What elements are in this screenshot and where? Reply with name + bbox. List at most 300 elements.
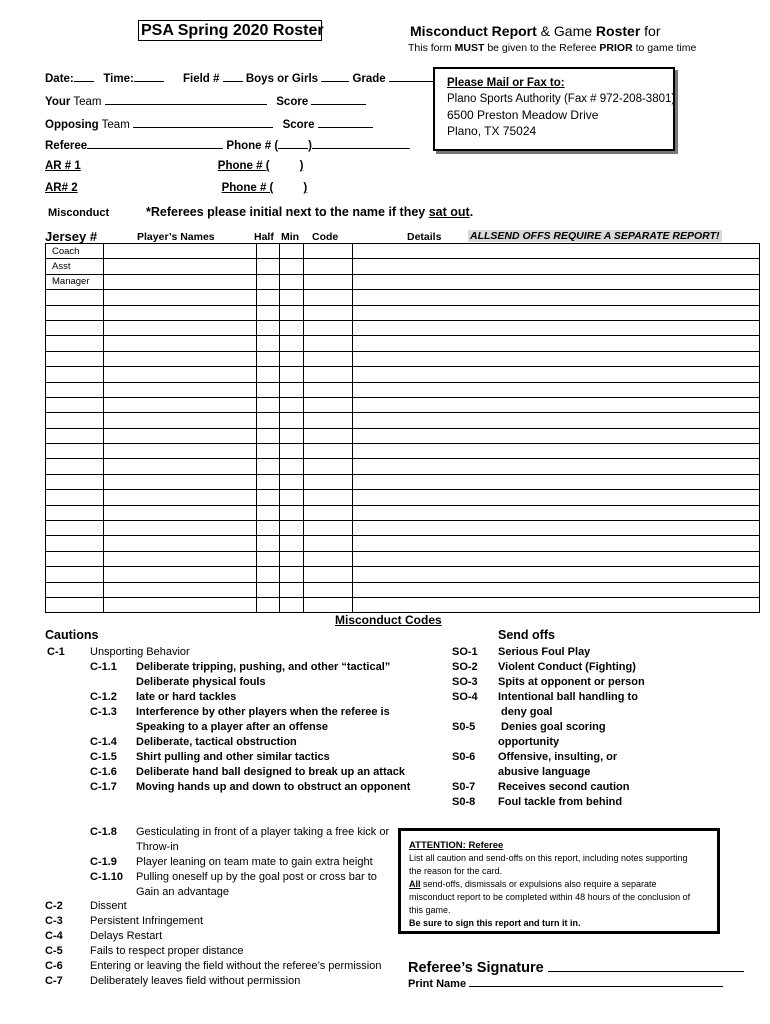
half-cell[interactable] xyxy=(256,367,279,382)
code-description: deny goal xyxy=(498,706,553,718)
name-cell[interactable] xyxy=(103,290,256,305)
name-cell[interactable] xyxy=(103,320,256,335)
code-id: SO-4 xyxy=(452,691,478,703)
min-cell[interactable] xyxy=(279,567,303,582)
code-description: Denies goal scoring xyxy=(498,721,606,733)
code-row xyxy=(90,720,410,735)
min-cell[interactable] xyxy=(279,397,303,412)
cautions-heading: Cautions xyxy=(45,628,99,642)
code-cell[interactable] xyxy=(303,551,352,566)
code-cell[interactable] xyxy=(303,413,352,428)
code-cell[interactable] xyxy=(303,444,352,459)
time-field[interactable] xyxy=(134,71,164,82)
min-cell[interactable] xyxy=(279,382,303,397)
name-cell[interactable] xyxy=(103,521,256,536)
roster-row xyxy=(46,505,760,520)
code-row xyxy=(452,735,645,750)
min-cell[interactable] xyxy=(279,413,303,428)
jersey-cell[interactable] xyxy=(46,567,104,582)
code-cell[interactable] xyxy=(303,474,352,489)
code-row xyxy=(90,855,389,870)
your-team-field[interactable] xyxy=(105,94,267,105)
name-cell[interactable] xyxy=(103,597,256,612)
roster-row xyxy=(46,521,760,536)
code-id: C-6 xyxy=(45,960,63,972)
code-row xyxy=(90,765,410,780)
code-cell[interactable] xyxy=(303,536,352,551)
half-cell[interactable] xyxy=(256,305,279,320)
half-cell[interactable] xyxy=(256,459,279,474)
half-cell[interactable] xyxy=(256,505,279,520)
code-description: Deliberate, tactical obstruction xyxy=(136,736,297,748)
code-cell[interactable] xyxy=(303,367,352,382)
min-cell[interactable] xyxy=(279,505,303,520)
roster-row xyxy=(46,336,760,351)
code-cell[interactable] xyxy=(303,459,352,474)
c1-sublist-b xyxy=(90,825,389,900)
roster-row xyxy=(46,597,760,612)
code-row xyxy=(45,929,381,944)
code-cell[interactable] xyxy=(303,274,352,289)
name-cell[interactable] xyxy=(103,382,256,397)
name-cell[interactable] xyxy=(103,413,256,428)
code-cell[interactable] xyxy=(303,305,352,320)
code-id: C-7 xyxy=(45,975,63,987)
roster-row xyxy=(46,474,760,489)
jersey-cell[interactable] xyxy=(46,582,104,597)
name-cell[interactable] xyxy=(103,551,256,566)
sendoff-list xyxy=(452,645,645,810)
half-cell[interactable] xyxy=(256,382,279,397)
details-cell[interactable] xyxy=(352,382,759,397)
min-cell[interactable] xyxy=(279,428,303,443)
roster-row xyxy=(46,305,760,320)
details-cell[interactable] xyxy=(352,582,759,597)
code-row xyxy=(90,660,410,675)
code-id: C-1.10 xyxy=(90,871,124,883)
signature-field[interactable] xyxy=(548,958,744,972)
roster-row xyxy=(46,274,760,289)
details-cell[interactable] xyxy=(352,367,759,382)
ar1-row: AR # 1 Phone # ( ) xyxy=(45,160,304,172)
code-description: Gain an advantage xyxy=(136,886,229,898)
code-row xyxy=(452,675,645,690)
print-name-field[interactable] xyxy=(469,976,723,987)
jersey-cell[interactable] xyxy=(46,413,104,428)
sendoffs-heading: Send offs xyxy=(498,628,555,642)
roster-row xyxy=(46,582,760,597)
your-score-field[interactable] xyxy=(311,94,366,105)
code-row xyxy=(452,660,645,675)
half-cell[interactable] xyxy=(256,290,279,305)
code-description: abusive language xyxy=(498,766,591,778)
roster-row xyxy=(46,367,760,382)
name-cell[interactable] xyxy=(103,567,256,582)
roster-row xyxy=(46,290,760,305)
code-description: late or hard tackles xyxy=(136,691,237,703)
jersey-cell[interactable] xyxy=(46,551,104,566)
details-cell[interactable] xyxy=(352,551,759,566)
jersey-cell[interactable] xyxy=(46,474,104,489)
details-cell[interactable] xyxy=(352,336,759,351)
code-description: Entering or leaving the field without the referee’s permission xyxy=(90,960,382,972)
details-cell[interactable] xyxy=(352,397,759,412)
attention-line-4: misconduct report to be completed within 48 hours of the conclusion of xyxy=(409,892,691,902)
half-cell[interactable] xyxy=(256,336,279,351)
jersey-cell[interactable] xyxy=(46,320,104,335)
jersey-cell[interactable] xyxy=(46,521,104,536)
opposing-team-field[interactable] xyxy=(133,117,273,128)
boys-girls-field[interactable] xyxy=(321,71,349,82)
code-cell[interactable] xyxy=(303,259,352,274)
min-cell[interactable] xyxy=(279,474,303,489)
col-min: Min xyxy=(281,231,300,243)
code-row xyxy=(452,705,645,720)
half-cell[interactable] xyxy=(256,521,279,536)
attention-heading: ATTENTION: Referee xyxy=(409,840,504,851)
code-row xyxy=(45,944,381,959)
code-id: C-5 xyxy=(45,945,63,957)
col-jersey: Jersey # xyxy=(45,229,98,244)
code-row xyxy=(90,870,389,885)
name-cell[interactable] xyxy=(103,505,256,520)
game-info-row: Date: Time: Field # Boys or Girls Grade xyxy=(45,71,449,85)
details-cell[interactable] xyxy=(352,444,759,459)
mail-line-3: Plano, TX 75024 xyxy=(447,124,537,138)
code-row xyxy=(452,780,645,795)
half-cell[interactable] xyxy=(256,351,279,366)
attention-line-2: the reason for the card. xyxy=(409,866,503,876)
code-row xyxy=(90,780,410,795)
roster-row xyxy=(46,244,760,259)
code-id: C-1.9 xyxy=(90,856,117,868)
code-id: C-1.1 xyxy=(90,661,117,673)
roster-row xyxy=(46,351,760,366)
name-cell[interactable] xyxy=(103,428,256,443)
jersey-cell[interactable]: Asst xyxy=(46,259,104,274)
details-cell[interactable] xyxy=(352,521,759,536)
half-cell[interactable] xyxy=(256,551,279,566)
print-name-row: Print Name xyxy=(408,976,723,990)
code-cell[interactable] xyxy=(303,597,352,612)
name-cell[interactable] xyxy=(103,459,256,474)
name-cell[interactable] xyxy=(103,336,256,351)
half-cell[interactable] xyxy=(256,536,279,551)
half-cell[interactable] xyxy=(256,244,279,259)
code-description: Serious Foul Play xyxy=(498,646,591,658)
code-cell[interactable] xyxy=(303,521,352,536)
details-cell[interactable] xyxy=(352,244,759,259)
code-description: Moving hands up and down to obstruct an opponent xyxy=(136,781,411,793)
roster-row xyxy=(46,459,760,474)
code-row xyxy=(452,690,645,705)
code-row xyxy=(90,750,410,765)
jersey-cell[interactable] xyxy=(46,382,104,397)
name-cell[interactable] xyxy=(103,259,256,274)
code-id: S0-7 xyxy=(452,781,476,793)
half-cell[interactable] xyxy=(256,413,279,428)
code-row xyxy=(45,914,381,929)
roster-row xyxy=(46,382,760,397)
half-cell[interactable] xyxy=(256,274,279,289)
code-row xyxy=(452,795,645,810)
code-id: C-1.6 xyxy=(90,766,117,778)
code-row xyxy=(45,959,381,974)
details-cell[interactable] xyxy=(352,290,759,305)
signature-row: Referee’s Signature xyxy=(408,958,744,976)
code-cell[interactable] xyxy=(303,320,352,335)
name-cell[interactable] xyxy=(103,490,256,505)
code-row xyxy=(452,720,645,735)
jersey-cell[interactable] xyxy=(46,444,104,459)
half-cell[interactable] xyxy=(256,320,279,335)
code-id: C-1.4 xyxy=(90,736,117,748)
details-cell[interactable] xyxy=(352,351,759,366)
code-cell[interactable] xyxy=(303,567,352,582)
roster-row xyxy=(46,490,760,505)
half-cell[interactable] xyxy=(256,474,279,489)
min-cell[interactable] xyxy=(279,521,303,536)
roster-row xyxy=(46,320,760,335)
code-cell[interactable] xyxy=(303,382,352,397)
min-cell[interactable] xyxy=(279,320,303,335)
code-cell[interactable] xyxy=(303,505,352,520)
col-details: Details xyxy=(407,231,442,243)
col-code: Code xyxy=(312,231,339,243)
referee-phone-field[interactable] xyxy=(312,138,410,149)
attention-line-5: this game. xyxy=(409,905,451,915)
code-id: SO-3 xyxy=(452,676,478,688)
code-description: Gesticulating in front of a player taking a free kick or xyxy=(136,826,390,838)
report-subtitle: This form MUST be given to the Referee PRIOR to game time xyxy=(408,42,697,54)
code-description: Player leaning on team mate to gain extra height xyxy=(136,856,373,868)
jersey-cell[interactable] xyxy=(46,536,104,551)
col-names: Player’s Names xyxy=(137,231,215,243)
code-row xyxy=(90,675,410,690)
code-cell[interactable] xyxy=(303,351,352,366)
code-description: Shirt pulling and other similar tactics xyxy=(136,751,330,763)
code-description: Fails to respect proper distance xyxy=(90,945,244,957)
code-id: S0-6 xyxy=(452,751,476,763)
jersey-cell[interactable] xyxy=(46,597,104,612)
min-cell[interactable] xyxy=(279,490,303,505)
name-cell[interactable] xyxy=(103,474,256,489)
jersey-cell[interactable]: Coach xyxy=(46,244,104,259)
ar2-row: AR# 2 Phone # ( ) xyxy=(45,182,308,194)
mail-heading: Please Mail or Fax to: xyxy=(447,77,565,89)
code-row xyxy=(452,645,645,660)
referee-field[interactable] xyxy=(87,138,223,149)
c1-code: C-1 xyxy=(47,646,65,658)
min-cell[interactable] xyxy=(279,444,303,459)
min-cell[interactable] xyxy=(279,305,303,320)
roster-table xyxy=(45,243,760,613)
details-cell[interactable] xyxy=(352,428,759,443)
code-description: Deliberate tripping, pushing, and other “tactical” xyxy=(136,661,391,673)
jersey-cell[interactable] xyxy=(46,459,104,474)
code-cell[interactable] xyxy=(303,397,352,412)
half-cell[interactable] xyxy=(256,428,279,443)
min-cell[interactable] xyxy=(279,551,303,566)
half-cell[interactable] xyxy=(256,490,279,505)
name-cell[interactable] xyxy=(103,444,256,459)
code-id: C-1.8 xyxy=(90,826,117,838)
name-cell[interactable] xyxy=(103,582,256,597)
code-description: Spits at opponent or person xyxy=(498,676,645,688)
code-row xyxy=(90,840,389,855)
caution-list xyxy=(45,899,381,989)
details-cell[interactable] xyxy=(352,567,759,582)
code-cell[interactable] xyxy=(303,290,352,305)
name-cell[interactable] xyxy=(103,536,256,551)
code-description: opportunity xyxy=(498,736,560,748)
code-row xyxy=(90,825,389,840)
c1-sublist xyxy=(90,660,410,795)
col-half: Half xyxy=(254,231,274,243)
code-id: C-1.5 xyxy=(90,751,117,763)
code-row xyxy=(90,735,410,750)
details-cell[interactable] xyxy=(352,536,759,551)
jersey-cell[interactable] xyxy=(46,490,104,505)
min-cell[interactable] xyxy=(279,336,303,351)
code-cell[interactable] xyxy=(303,428,352,443)
code-id: C-2 xyxy=(45,900,63,912)
roster-row xyxy=(46,428,760,443)
code-id: C-1.7 xyxy=(90,781,117,793)
details-cell[interactable] xyxy=(352,459,759,474)
misconduct-label: Misconduct xyxy=(48,207,110,219)
jersey-cell[interactable]: Manager xyxy=(46,274,104,289)
date-field[interactable] xyxy=(74,71,94,82)
min-cell[interactable] xyxy=(279,367,303,382)
roster-row xyxy=(46,413,760,428)
code-cell[interactable] xyxy=(303,244,352,259)
half-cell[interactable] xyxy=(256,397,279,412)
sendoff-note: ALLSEND OFFS REQUIRE A SEPARATE REPORT! xyxy=(470,230,720,242)
mail-fax-box xyxy=(433,67,675,151)
opposing-score-field[interactable] xyxy=(318,117,373,128)
min-cell[interactable] xyxy=(279,459,303,474)
details-cell[interactable] xyxy=(352,305,759,320)
roster-row xyxy=(46,551,760,566)
code-id: C-1.2 xyxy=(90,691,117,703)
code-description: Deliberately leaves field without permission xyxy=(90,975,301,987)
code-row xyxy=(45,899,381,914)
code-row xyxy=(452,750,645,765)
code-id: C-4 xyxy=(45,930,63,942)
jersey-cell[interactable] xyxy=(46,397,104,412)
mail-line-2: 6500 Preston Meadow Drive xyxy=(447,108,599,122)
half-cell[interactable] xyxy=(256,444,279,459)
roster-row xyxy=(46,397,760,412)
attention-line-3: All send-offs, dismissals or expulsions also require a separate xyxy=(409,879,657,889)
details-cell[interactable] xyxy=(352,597,759,612)
details-cell[interactable] xyxy=(352,474,759,489)
details-cell[interactable] xyxy=(352,490,759,505)
code-description: Receives second caution xyxy=(498,781,630,793)
details-cell[interactable] xyxy=(352,505,759,520)
code-row xyxy=(90,690,410,705)
details-cell[interactable] xyxy=(352,320,759,335)
your-team-row: Your Team Score xyxy=(45,94,366,108)
report-title: Misconduct Report & Game Roster for xyxy=(410,23,661,39)
details-cell[interactable] xyxy=(352,259,759,274)
code-description: Intentional ball handling to xyxy=(498,691,638,703)
roster-title: PSA Spring 2020 Roster xyxy=(138,20,322,41)
code-description: Interference by other players when the referee is xyxy=(136,706,390,718)
half-cell[interactable] xyxy=(256,259,279,274)
codes-heading: Misconduct Codes xyxy=(335,613,442,627)
roster-row xyxy=(46,444,760,459)
code-description: Throw-in xyxy=(136,841,179,853)
code-id: S0-5 xyxy=(452,721,476,733)
code-description: Deliberate physical fouls xyxy=(136,676,266,688)
code-id: C-3 xyxy=(45,915,63,927)
half-cell[interactable] xyxy=(256,582,279,597)
details-cell[interactable] xyxy=(352,274,759,289)
roster-row xyxy=(46,259,760,274)
referee-row: Referee Phone # ( ) xyxy=(45,138,410,152)
jersey-cell[interactable] xyxy=(46,290,104,305)
min-cell[interactable] xyxy=(279,244,303,259)
code-description: Offensive, insulting, or xyxy=(498,751,618,763)
code-description: Pulling oneself up by the goal post or cross bar to xyxy=(136,871,377,883)
min-cell[interactable] xyxy=(279,259,303,274)
min-cell[interactable] xyxy=(279,274,303,289)
code-description: Delays Restart xyxy=(90,930,163,942)
min-cell[interactable] xyxy=(279,582,303,597)
referee-initial-note: *Referees please initial next to the name if they sat out. xyxy=(146,205,474,219)
name-cell[interactable] xyxy=(103,367,256,382)
min-cell[interactable] xyxy=(279,290,303,305)
code-description: Speaking to a player after an offense xyxy=(136,721,328,733)
code-cell[interactable] xyxy=(303,336,352,351)
jersey-cell[interactable] xyxy=(46,428,104,443)
field-number-field[interactable] xyxy=(223,71,243,82)
jersey-cell[interactable] xyxy=(46,367,104,382)
half-cell[interactable] xyxy=(256,567,279,582)
code-description: Persistent Infringement xyxy=(90,915,204,927)
code-row xyxy=(45,974,381,989)
attention-line-6: Be sure to sign this report and turn it in. xyxy=(409,918,581,928)
code-cell[interactable] xyxy=(303,490,352,505)
details-cell[interactable] xyxy=(352,413,759,428)
name-cell[interactable] xyxy=(103,305,256,320)
min-cell[interactable] xyxy=(279,597,303,612)
name-cell[interactable] xyxy=(103,397,256,412)
name-cell[interactable] xyxy=(103,274,256,289)
code-id: SO-2 xyxy=(452,661,478,673)
roster-row xyxy=(46,536,760,551)
c1-label: Unsporting Behavior xyxy=(90,646,190,658)
code-row xyxy=(90,885,389,900)
jersey-cell[interactable] xyxy=(46,305,104,320)
min-cell[interactable] xyxy=(279,536,303,551)
half-cell[interactable] xyxy=(256,597,279,612)
name-cell[interactable] xyxy=(103,244,256,259)
name-cell[interactable] xyxy=(103,351,256,366)
jersey-cell[interactable] xyxy=(46,505,104,520)
code-cell[interactable] xyxy=(303,582,352,597)
code-description: Deliberate hand ball designed to break up an attack xyxy=(136,766,405,778)
mail-line-1: Plano Sports Authority (Fax # 972-208-3801) xyxy=(447,93,676,105)
jersey-cell[interactable] xyxy=(46,351,104,366)
min-cell[interactable] xyxy=(279,351,303,366)
opposing-team-row: Opposing Team Score xyxy=(45,117,373,131)
code-row xyxy=(90,705,410,720)
jersey-cell[interactable] xyxy=(46,336,104,351)
attention-line-1: List all caution and send-offs on this report, including notes supporting xyxy=(409,853,688,863)
